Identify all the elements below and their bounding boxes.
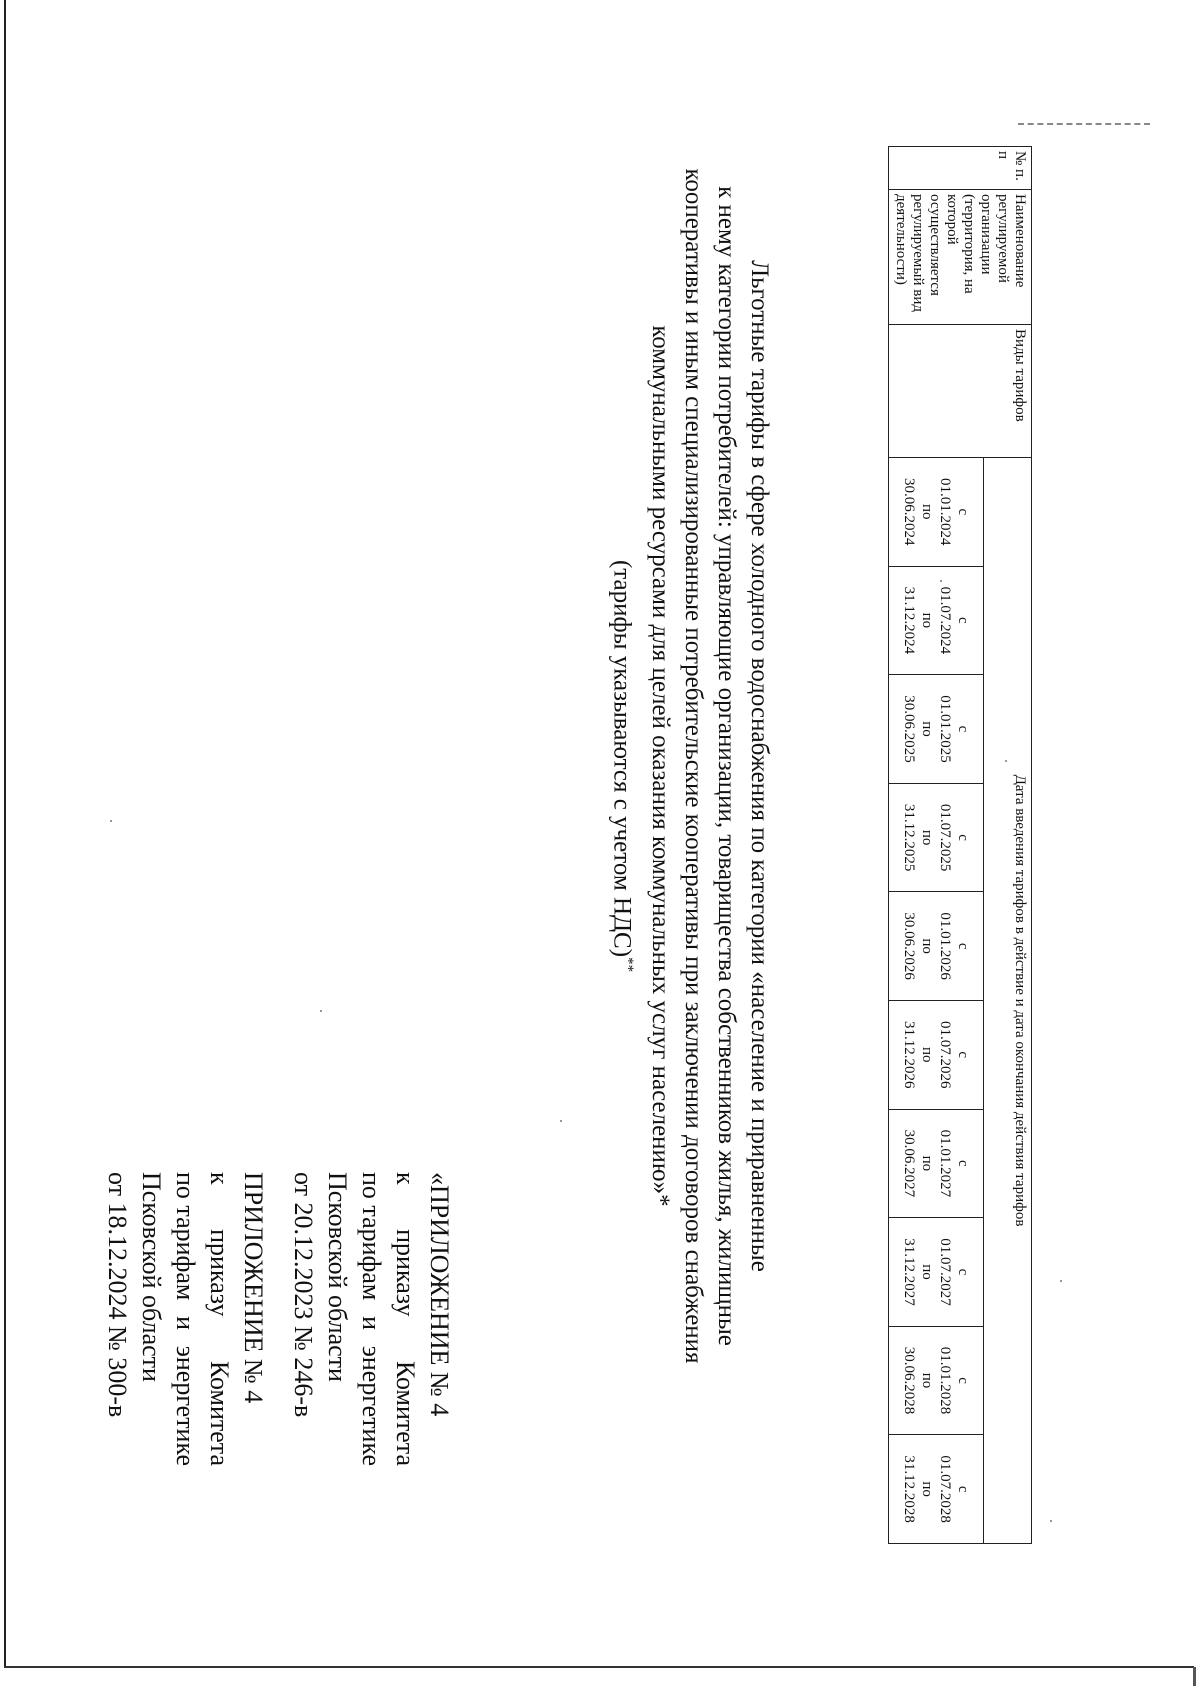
header-organization: Наименование регулируемой организации (территория, на которой осуществляется регулируемый вид деятельности) bbox=[889, 190, 1032, 325]
appendix-order-date: от 20.12.2023 № 246-в bbox=[289, 1172, 318, 1418]
title-line: коммунальными ресурсами для целей оказания коммунальных услуг населению»* bbox=[647, 325, 674, 1207]
appendix-word: Комитета bbox=[391, 1360, 420, 1466]
appendix-word: и bbox=[357, 1316, 386, 1331]
period-to: 30.06.2027 bbox=[901, 1129, 917, 1198]
period-to-word: по bbox=[919, 612, 935, 629]
period-from-word: с bbox=[955, 1377, 971, 1384]
period-from: 01.07.2024 bbox=[937, 586, 953, 655]
period-to: 31.12.2026 bbox=[901, 1021, 917, 1089]
header-row-number: № п. п bbox=[889, 147, 1032, 190]
period-from-word: с bbox=[955, 1485, 971, 1493]
appendix-line bbox=[388, 1172, 422, 1466]
footnote-mark: ** bbox=[620, 957, 636, 973]
period-to-word: по bbox=[919, 1047, 935, 1063]
appendix-line bbox=[354, 1172, 388, 1466]
appendix-word: к bbox=[205, 1172, 234, 1185]
header-dates: Дата введения тарифов в действие и дата окончания действия тарифов bbox=[984, 458, 1032, 1544]
period-to-word: по bbox=[919, 1481, 935, 1497]
period-to-word: по bbox=[919, 829, 935, 846]
appendix-region: Псковской области bbox=[137, 1172, 166, 1382]
appendix-line bbox=[202, 1172, 236, 1466]
appendix-word: по тарифам bbox=[357, 1172, 386, 1301]
period-from-word: с bbox=[955, 617, 971, 624]
period-cell bbox=[889, 1326, 984, 1435]
period-cell bbox=[889, 1000, 984, 1109]
period-to: 31.12.2027 bbox=[901, 1238, 917, 1306]
title-line: кооперативы и иным специализированные потребительские кооперативы при заключении договоров снабжения bbox=[680, 168, 707, 1364]
period-to-word: по bbox=[919, 721, 935, 737]
period-to-word: по bbox=[919, 1264, 935, 1280]
appendix-word: и bbox=[171, 1316, 200, 1331]
period-from-word: с bbox=[955, 508, 971, 516]
period-cell bbox=[889, 458, 984, 567]
period-from: 01.07.2025 bbox=[937, 803, 953, 872]
period-cell bbox=[889, 892, 984, 1001]
period-to: 30.06.2028 bbox=[901, 1346, 917, 1415]
title-vat-note bbox=[606, 156, 644, 1376]
appendix-title: «ПРИЛОЖЕНИЕ № 4 bbox=[425, 1172, 454, 1417]
period-cell bbox=[889, 1218, 984, 1327]
tariffs-table bbox=[888, 146, 1032, 1544]
period-from: 01.01.2028 bbox=[937, 1346, 953, 1415]
period-cell bbox=[889, 1109, 984, 1218]
vat-note-text: (тарифы указываются с учетом НДС) bbox=[608, 559, 636, 958]
period-from-word: с bbox=[955, 942, 971, 950]
period-cell bbox=[889, 675, 984, 784]
period-to-word: по bbox=[919, 1155, 935, 1172]
period-from: 01.01.2024 bbox=[937, 478, 953, 546]
period-cell bbox=[889, 783, 984, 892]
appendix-word: приказу bbox=[205, 1229, 234, 1317]
period-cell bbox=[889, 1435, 984, 1544]
appendix-current bbox=[100, 1172, 270, 1466]
period-from-word: с bbox=[955, 1160, 971, 1167]
appendix-word: по тарифам bbox=[171, 1172, 200, 1301]
header-tariff-kind: Виды тарифов bbox=[889, 325, 1032, 458]
period-to-word: по bbox=[919, 504, 935, 520]
period-from: 01.07.2028 bbox=[937, 1455, 953, 1523]
title-line: к нему категории потребителей: управляющие организации, товарищества собственников жилья, жилищные bbox=[713, 186, 740, 1346]
period-to: 31.12.2025 bbox=[901, 803, 917, 872]
period-to-word: по bbox=[919, 1372, 935, 1389]
appendix-order-date: от 18.12.2024 № 300-в bbox=[103, 1172, 132, 1418]
period-to: 30.06.2025 bbox=[901, 695, 917, 763]
period-from: 01.01.2027 bbox=[937, 1129, 953, 1198]
period-from-word: с bbox=[955, 834, 971, 841]
period-from-word: с bbox=[955, 725, 971, 733]
appendix-title: ПРИЛОЖЕНИЕ № 4 bbox=[239, 1172, 268, 1404]
appendix-word: энергетике bbox=[357, 1345, 386, 1466]
period-from: 01.01.2025 bbox=[937, 695, 953, 763]
appendix-line bbox=[168, 1172, 202, 1466]
period-from-word: с bbox=[955, 1268, 971, 1276]
period-cell bbox=[889, 566, 984, 675]
period-to: 30.06.2026 bbox=[901, 912, 917, 980]
period-to: 31.12.2028 bbox=[901, 1455, 917, 1523]
appendix-word: Комитета bbox=[205, 1360, 234, 1466]
period-to-word: по bbox=[919, 938, 935, 954]
period-to: 30.06.2024 bbox=[901, 478, 917, 546]
period-to: 31.12.2024 bbox=[901, 586, 917, 655]
period-from-word: с bbox=[955, 1051, 971, 1059]
appendix-word: энергетике bbox=[171, 1345, 200, 1466]
period-from: 01.07.2026 bbox=[937, 1021, 953, 1089]
title-line: Льготные тарифы в сфере холодного водоснабжения по категории «население и приравненные bbox=[746, 260, 773, 1272]
appendix-word: приказу bbox=[391, 1229, 420, 1317]
document-title bbox=[606, 156, 776, 1376]
period-from: 01.07.2027 bbox=[937, 1238, 953, 1306]
period-from: 01.01.2026 bbox=[937, 912, 953, 980]
table-header-row bbox=[984, 147, 1032, 1544]
appendix-word: к bbox=[391, 1172, 420, 1185]
appendix-previous bbox=[286, 1172, 456, 1466]
appendix-region: Псковской области bbox=[323, 1172, 352, 1382]
